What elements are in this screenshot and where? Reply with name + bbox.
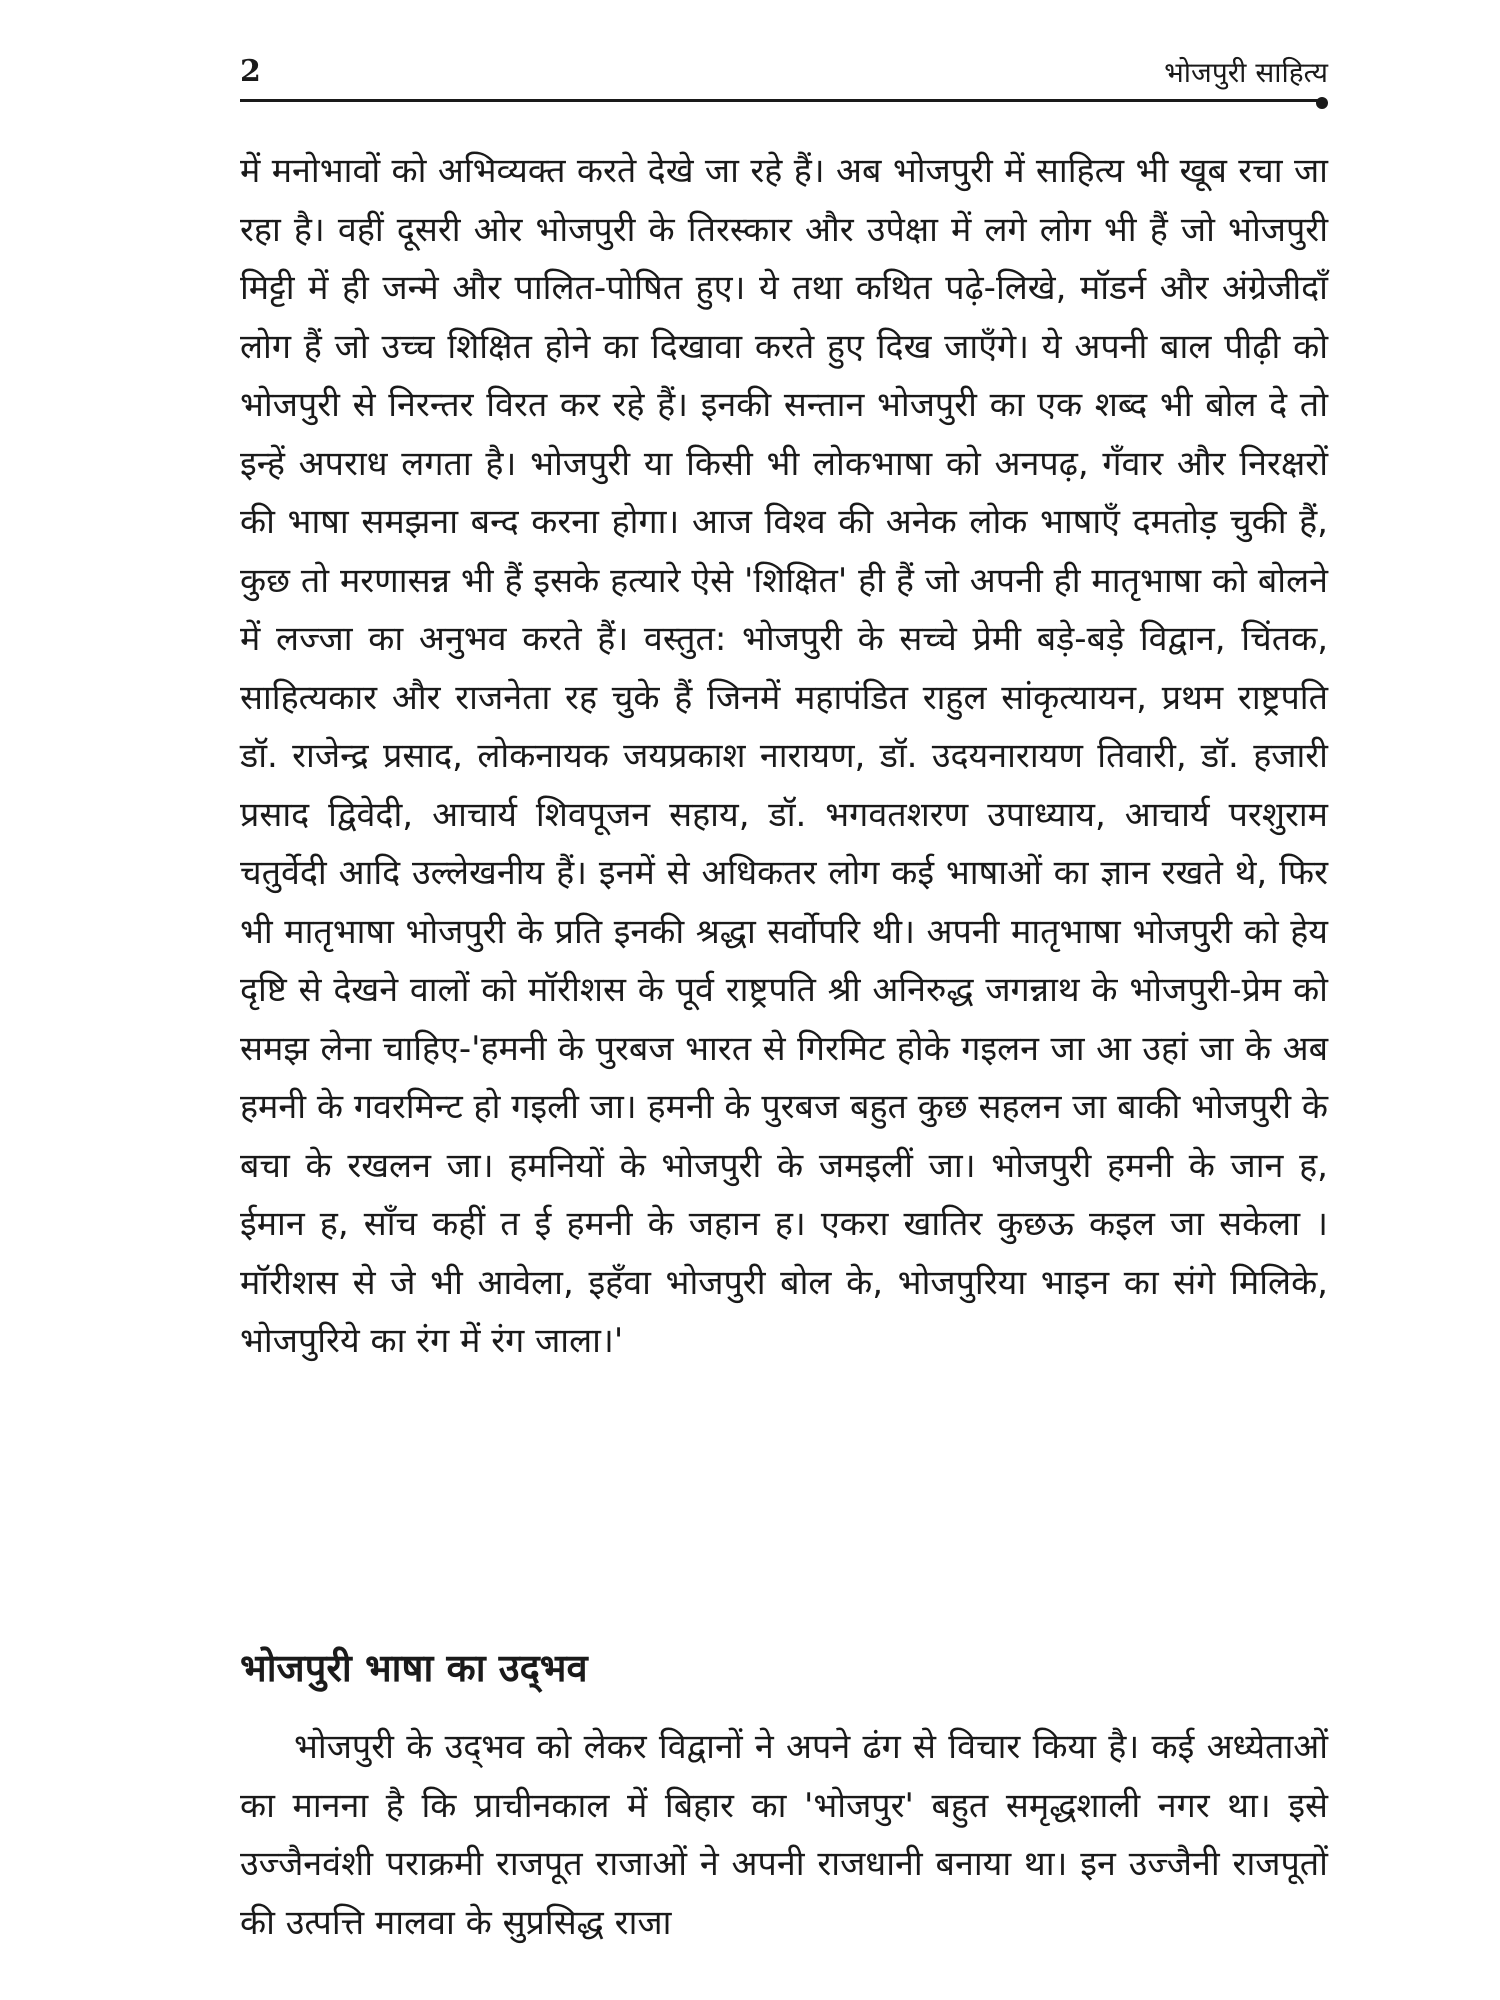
running-title: भोजपुरी साहित्य [1164, 56, 1328, 89]
page-number: 2 [240, 54, 261, 89]
body-paragraph: में मनोभावों को अभिव्यक्त करते देखे जा रहे हैं। अब भोजपुरी में साहित्य भी खूब रचा जा रहा है। वहीं दूसरी ओर भोजपुरी के तिरस्कार और उपेक्षा में लगे लोग भी हैं जो भोजपुरी मिट्टी में ही जन्मे और पालित-पोषित हुए। ये तथा कथित पढ़े-लिखे, मॉडर्न और अंग्रेजीदाँ लोग हैं जो उच्च शिक्षित होने का दिखावा करते हुए दिख जाएँगे। ये अपनी बाल पीढ़ी को भोजपुरी से निरन्तर विरत कर रहे हैं। इनकी सन्तान भोजपुरी का एक शब्द भी बोल दे तो इन्हें अपराध लगता है। भोजपुरी या किसी भी लोकभाषा को अनपढ़, गँवार और निरक्षरों की भाषा समझना बन्द करना होगा। आज विश्व की अनेक लोक भाषाएँ दमतोड़ चुकी हैं, कुछ तो मरणासन्न भी हैं इसके हत्यारे ऐसे 'शिक्षित' ही हैं जो अपनी ही मातृभाषा को बोलने में लज्जा का अनुभव करते हैं। वस्तुत: भोजपुरी के सच्चे प्रेमी बड़े-बड़े विद्वान, चिंतक, साहित्यकार और राजनेता रह चुके हैं जिनमें महापंडित राहुल सांकृत्यायन, प्रथम राष्ट्रपति डॉ. राजेन्द्र प्रसाद, लोकनायक जयप्रकाश नारायण, डॉ. उदयनारायण तिवारी, डॉ. हजारी प्रसाद द्विवेदी, आचार्य शिवपूजन सहाय, डॉ. भगवतशरण उपाध्याय, आचार्य परशुराम चतुर्वेदी आदि उल्लेखनीय हैं। इनमें से अधिकतर लोग कई भाषाओं का ज्ञान रखते थे, फिर भी मातृभाषा भोजपुरी के प्रति इनकी श्रद्धा सर्वोपरि थी। अपनी मातृभाषा भोजपुरी को हेय दृष्टि से देखने वालों को मॉरीशस के पूर्व राष्ट्रपति श्री अनिरुद्ध जगन्नाथ के भोजपुरी-प्रेम को समझ लेना चाहिए-'हमनी के पुरबज भारत से गिरमिट होके गइलन जा आ उहां जा के अब हमनी के गवरमिन्ट हो गइली जा। हमनी के पुरबज बहुत कुछ सहलन जा बाकी भोजपुरी के बचा के रखलन जा। हमनियों के भोजपुरी के जमइलीं जा। भोजपुरी हमनी के जान ह, ईमान ह, साँच कहीं त ई हमनी के जहान ह। एकरा खातिर कुछऊ कइल जा सकेला । मॉरीशस से जे भी आवेला, इहँवा भोजपुरी बोल के, भोजपुरिया भाइन का संगे मिलिके, भोजपुरिये का रंग में रंग जाला।' [240, 151, 1328, 1361]
section-paragraph: भोजपुरी के उद्‌भव को लेकर विद्वानों ने अपने ढंग से विचार किया है। कई अध्येताओं का मानना है कि प्राचीनकाल में बिहार का 'भोजपुर' बहुत समृद्धशाली नगर था। इसे उज्जैनवंशी पराक्रमी राजपूत राजाओं ने अपनी राजधानी बनाया था। इन उज्जैनी राजपूतों की उत्पत्ति मालवा के सुप्रसिद्ध राजा [240, 1727, 1328, 1943]
section-heading: भोजपुरी भाषा का उद्‌भव [240, 1646, 588, 1690]
header-rule [240, 99, 1322, 102]
header-rule-end-dot [1316, 97, 1328, 109]
page-header [240, 50, 1328, 102]
